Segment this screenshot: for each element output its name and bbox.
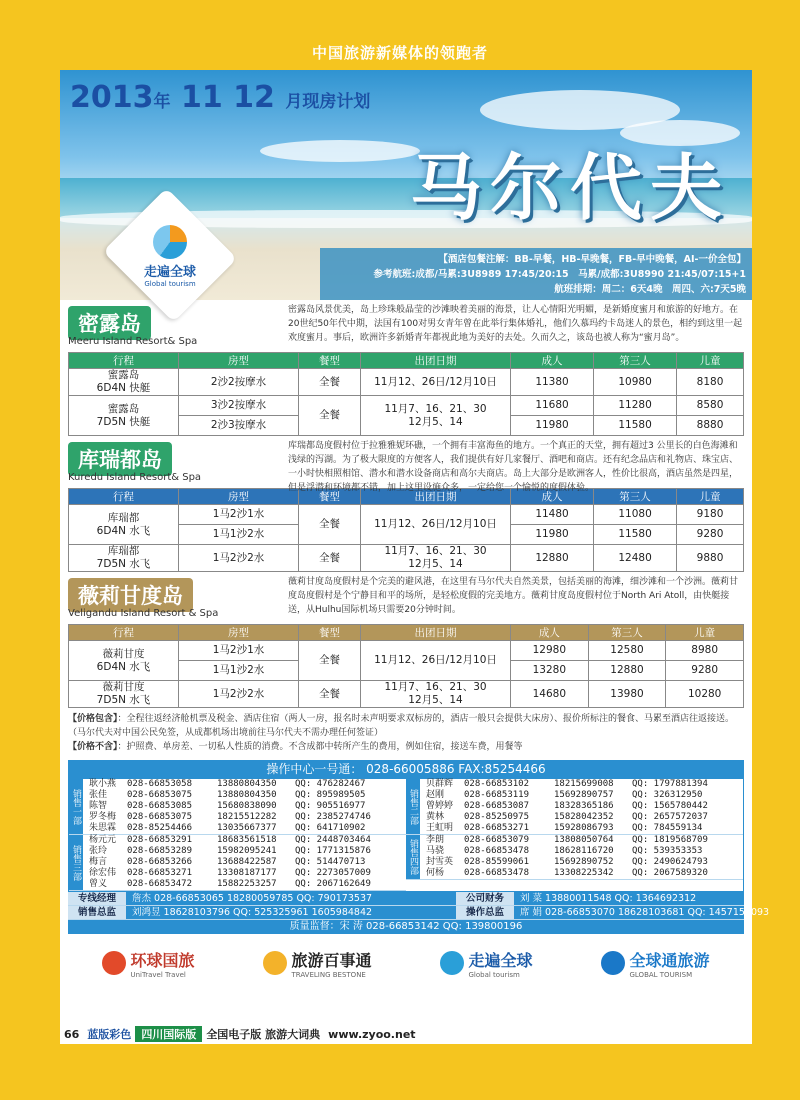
column-header: 儿童 (677, 489, 744, 505)
sales-contacts (68, 778, 744, 892)
contact-mobile: 18215512282 (217, 812, 277, 822)
date-cell: 11月7、16、21、30 12月5、14 (361, 545, 511, 572)
contact-mobile: 15982095241 (217, 846, 277, 856)
contact-group (406, 835, 743, 880)
partner-logos (68, 938, 744, 988)
department-label: 销售二部 (406, 779, 420, 834)
contact-row (83, 801, 406, 812)
contact-qq: QQ: 2273057009 (295, 868, 371, 878)
third-price-cell: 10980 (594, 369, 677, 396)
contact-phone: 028-66853102 (464, 779, 530, 789)
brand-name: 旅游百事通 (291, 950, 372, 970)
section-description: 密露岛风景优美，岛上珍珠般晶莹的沙滩映着美丽的海景，让人心情阳光明媚，是新婚度蜜月和旅游的好地方。在20世纪50年代中期，法国有100对男女青年曾在此举行集体婚礼，他们久慕玛约卡岛迷人的景色，相约到这里一起欢度蜜月。事后，欧洲许多新婚青年都视此地为美好的去处。久而久之，该岛也被人称为“蜜月岛”。 (288, 305, 743, 343)
partner-logo (440, 948, 532, 979)
contact-qq: QQ: 905516977 (295, 801, 366, 811)
section-title: 薇莉甘度岛 (68, 578, 193, 612)
contact-name: 杨元元 (89, 835, 117, 845)
brand-text (130, 948, 194, 979)
brand-name: 全球通旅游 (629, 950, 710, 970)
child-price-cell: 9180 (677, 505, 744, 525)
contact-phone: 028-66853271 (464, 823, 530, 833)
third-price-cell: 11080 (594, 505, 677, 525)
adult-price-cell: 11980 (511, 416, 594, 436)
adult-price-cell: 11680 (511, 396, 594, 416)
contact-phone: 028-66853079 (464, 835, 530, 845)
child-price-cell: 8580 (677, 396, 744, 416)
contact-phone: 028-85254466 (127, 823, 193, 833)
contact-group (69, 779, 406, 835)
third-price-cell: 12880 (588, 661, 666, 681)
third-price-cell: 11580 (594, 525, 677, 545)
column-header: 儿童 (666, 625, 744, 641)
contact-row (83, 846, 406, 857)
contact-mobile: 15928086793 (554, 823, 614, 833)
contact-phone: 028-66853478 (464, 868, 530, 878)
contact-qq: QQ: 326312950 (632, 790, 703, 800)
contact-mobile: 13308225342 (554, 868, 614, 878)
room-cell: 1马1沙2水 (179, 661, 299, 681)
resort-sections (60, 300, 752, 708)
contact-phone: 028-66853119 (464, 790, 530, 800)
trip-cell: 蜜露岛 6D4N 快艇 (69, 369, 179, 396)
third-price-cell: 12580 (588, 641, 666, 661)
edition-tag: 四川国际版 (135, 1026, 202, 1042)
contact-phone: 028-66853075 (127, 790, 193, 800)
contact-row (420, 846, 743, 857)
role-label: 销售总监 (68, 906, 126, 919)
contact-row (83, 835, 406, 846)
contact-qq: QQ: 641710902 (295, 823, 366, 833)
contact-row (83, 823, 406, 834)
website-link[interactable]: www.zyoo.net (328, 1027, 416, 1041)
management-row (68, 892, 744, 906)
price-table (68, 488, 744, 572)
contact-phone: 028-66853472 (127, 879, 193, 889)
column-header: 出团日期 (361, 625, 511, 641)
contact-qq: QQ: 2448703464 (295, 835, 371, 845)
brand-mark-icon (102, 951, 126, 975)
contact-mobile: 15692890752 (554, 857, 614, 867)
contact-mobile: 13308187177 (217, 868, 277, 878)
contact-phone: 028-85599061 (464, 857, 530, 867)
section-subtitle: Kuredu Island Resort& Spa (68, 472, 202, 483)
flight-times: 参考航班:成都/马累:3U8989 17:45/20:15 马累/成都:3U8990 21:45/07:15+1 (373, 269, 746, 280)
child-price-cell: 9280 (666, 661, 744, 681)
dictionary-label: 全国电子版 旅游大词典 (206, 1028, 321, 1041)
contact-name: 贝群辉 (426, 779, 454, 789)
color-label: 蓝版彩色 (87, 1028, 132, 1041)
meal-note: 【酒店包餐注解：BB-早餐，HB-早晚餐，FB-早中晚餐，AI-一价全包】 (438, 254, 746, 265)
contact-qq: QQ: 539353353 (632, 846, 703, 856)
room-cell: 1马2沙2水 (179, 545, 299, 572)
contacts-right (406, 779, 743, 891)
contact-qq: QQ: 1797881394 (632, 779, 708, 789)
brand-mark-icon (601, 951, 625, 975)
department-label: 销售三部 (69, 835, 83, 890)
meal-cell: 全餐 (299, 681, 361, 708)
table-row (69, 641, 744, 661)
contact-name: 梅言 (89, 857, 108, 867)
contact-mobile: 13808050764 (554, 835, 614, 845)
brand-en: Global tourism (468, 970, 520, 979)
partner-logo (102, 948, 194, 979)
child-price-cell: 9880 (677, 545, 744, 572)
table-header-row (69, 353, 744, 369)
contact-mobile: 15882253257 (217, 879, 277, 889)
brand-text (291, 948, 371, 979)
brand-name: 环球国旅 (130, 950, 195, 970)
contact-name: 张佳 (89, 790, 108, 800)
child-price-cell: 8880 (677, 416, 744, 436)
adult-price-cell: 11480 (511, 505, 594, 525)
adult-price-cell: 11980 (511, 525, 594, 545)
partner-logo (601, 948, 709, 979)
contact-name: 徐宏伟 (89, 868, 117, 878)
contact-phone: 028-66853266 (127, 857, 193, 867)
contact-qq: QQ: 895989505 (295, 790, 366, 800)
destination-title: 马尔代夫 (410, 145, 731, 230)
child-price-cell: 10280 (666, 681, 744, 708)
adult-price-cell: 13280 (511, 661, 589, 681)
page-number: 66 (64, 1027, 80, 1041)
contact-name: 曾义 (89, 879, 108, 889)
role-label: 操作总监 (456, 906, 514, 919)
contact-mobile: 13688422587 (217, 857, 277, 867)
page-footer (60, 1024, 752, 1044)
contact-name: 罗冬梅 (89, 812, 117, 822)
contact-row (420, 857, 743, 868)
contact-phone: 028-66853085 (127, 801, 193, 811)
brand-text (629, 948, 709, 979)
child-price-cell: 8180 (677, 369, 744, 396)
cloud-decoration (260, 140, 420, 162)
trip-cell: 薇莉甘度 7D5N 水飞 (69, 681, 179, 708)
contact-rows (83, 835, 406, 890)
flight-info-bar (320, 248, 752, 300)
column-header: 餐型 (299, 489, 361, 505)
contact-mobile: 18628116720 (554, 846, 614, 856)
meal-cell: 全餐 (299, 369, 361, 396)
room-cell: 1马2沙1水 (179, 505, 299, 525)
table-row (69, 396, 744, 416)
role-contact: 詹杰 028-66853065 18280059785 QQ: 790173537 (126, 892, 456, 905)
contact-phone: 028-66853075 (127, 812, 193, 822)
column-header: 成人 (511, 625, 589, 641)
contact-row (420, 823, 743, 834)
contact-mobile: 15828042352 (554, 812, 614, 822)
contact-qq: QQ: 784559134 (632, 823, 703, 833)
ops-hotline: 操作中心一号通： 028-66005886 FAX:85254466 (68, 760, 744, 778)
contact-qq: QQ: 1565780442 (632, 801, 708, 811)
contact-mobile: 15692890757 (554, 790, 614, 800)
column-header: 出团日期 (361, 489, 511, 505)
table-row (69, 681, 744, 708)
contact-qq: QQ: 2385274746 (295, 812, 371, 822)
contact-group (406, 779, 743, 835)
contact-mobile: 18328365186 (554, 801, 614, 811)
section-title: 密露岛 (68, 306, 151, 340)
contact-row (420, 835, 743, 846)
contact-row (420, 812, 743, 823)
contact-row (83, 879, 406, 890)
slogan: 中国旅游新媒体的领跑者 (311, 44, 488, 62)
meal-cell: 全餐 (299, 545, 361, 572)
contact-mobile: 18683561518 (217, 835, 277, 845)
column-header: 餐型 (299, 625, 361, 641)
contact-mobile: 13880804350 (217, 779, 277, 789)
management-row (68, 906, 770, 920)
contact-rows (420, 835, 743, 879)
child-price-cell: 8980 (666, 641, 744, 661)
contact-qq: QQ: 2490624793 (632, 857, 708, 867)
table-header-row (69, 625, 744, 641)
contact-qq: QQ: 514470713 (295, 857, 366, 867)
contact-phone: 028-66853271 (127, 868, 193, 878)
contact-phone: 028-66853289 (127, 846, 193, 856)
contact-phone: 028-66853087 (464, 801, 530, 811)
contact-phone: 028-66853058 (127, 779, 193, 789)
meal-cell: 全餐 (299, 505, 361, 545)
trip-cell: 薇莉甘度 6D4N 水飞 (69, 641, 179, 681)
meal-cell: 全餐 (299, 396, 361, 436)
contact-mobile: 15680838090 (217, 801, 277, 811)
column-header: 行程 (69, 489, 179, 505)
trip-cell: 蜜露岛 7D5N 快艇 (69, 396, 179, 436)
column-header: 房型 (179, 353, 299, 369)
date-cell: 11月12、26日/12月10日 (361, 641, 511, 681)
management-contacts (60, 892, 770, 920)
contact-rows (83, 779, 406, 834)
room-cell: 2沙3按摩水 (179, 416, 299, 436)
partner-logo (263, 948, 371, 979)
room-cell: 2沙2按摩水 (179, 369, 299, 396)
contacts-left (69, 779, 406, 891)
date-cell: 11月7、16、21、30 12月5、14 (361, 681, 511, 708)
plan-title: 2013年 11 12 月现房计划 (70, 80, 371, 115)
contact-name: 封雪英 (426, 857, 454, 867)
contact-name: 曾婷婷 (426, 801, 454, 811)
contact-name: 黄林 (426, 812, 445, 822)
contact-name: 耿小燕 (89, 779, 117, 789)
brochure-page (60, 70, 770, 1032)
column-header: 餐型 (299, 353, 361, 369)
brand-mark-icon (263, 951, 287, 975)
role-label: 专线经理 (68, 892, 126, 905)
section-header (60, 436, 752, 493)
column-header: 行程 (69, 625, 179, 641)
contact-phone: 028-66853291 (127, 835, 193, 845)
contact-mobile: 13880804350 (217, 790, 277, 800)
contact-qq: QQ: 2657572037 (632, 812, 708, 822)
contact-row (420, 779, 743, 790)
column-header: 房型 (179, 625, 299, 641)
column-header: 行程 (69, 353, 179, 369)
section-header (60, 572, 752, 624)
date-cell: 11月12、26日/12月10日 (361, 505, 511, 545)
department-label: 销售一部 (69, 779, 83, 834)
contact-name: 朱思霖 (89, 823, 117, 833)
brand-name: 走遍全球 (468, 950, 533, 970)
contact-name: 何杨 (426, 868, 445, 878)
role-contact: 刘 菜 13880011548 QQ: 1364692312 (514, 892, 744, 905)
meal-cell: 全餐 (299, 641, 361, 681)
contact-row (83, 868, 406, 879)
price-notes: 【价格包含】：全程往返经济舱机票及税金、酒店住宿（两人一房，报名时未声明要求双标房的，酒店一般只会提供大床房）、报价所标注的餐食、马累至酒店往返接送。（马尔代夫对中国公民免签，从成都机场出境前往马尔代夫不需办理任何签证） 【价格不含】：护照费、单房差、一切私人性质的消费。不含成都中转所产生的费用，例如住宿，接送车费，用餐等 (68, 714, 735, 752)
contact-row (83, 812, 406, 823)
department-label: 销售四部 (406, 835, 420, 879)
contact-row (83, 779, 406, 790)
section-header (60, 300, 752, 352)
brand-en: UniTravel Travel (130, 970, 186, 979)
contact-group (69, 835, 406, 891)
section-subtitle: Meeru Island Resort& Spa (68, 336, 198, 347)
table-row (69, 545, 744, 572)
hero-banner (60, 70, 752, 300)
brand-en: GLOBAL TOURISM (629, 970, 693, 979)
third-price-cell: 11580 (594, 416, 677, 436)
contact-phone: 028-66853478 (464, 846, 530, 856)
room-cell: 1马1沙2水 (179, 525, 299, 545)
brand-logo: 走遍全球 Global tourism (125, 225, 215, 288)
column-header: 第三人 (588, 625, 666, 641)
contact-name: 赵刚 (426, 790, 445, 800)
room-cell: 3沙2按摩水 (179, 396, 299, 416)
column-header: 成人 (511, 489, 594, 505)
third-price-cell: 11280 (594, 396, 677, 416)
adult-price-cell: 12880 (511, 545, 594, 572)
contact-mobile: 18215699008 (554, 779, 614, 789)
role-contact: 刘鸿昱 18628103796 QQ: 525325961 1605984842 (126, 906, 456, 919)
quality-supervisor: 质量监督：宋 涛 028-66853142 QQ: 139800196 (68, 920, 744, 934)
column-header: 第三人 (594, 489, 677, 505)
price-table (68, 624, 744, 708)
role-contact: 席 娟 028-66853070 18628103681 QQ: 1457152093 (514, 906, 744, 919)
third-price-cell: 13980 (588, 681, 666, 708)
column-header: 成人 (511, 353, 594, 369)
contact-qq: QQ: 2067589320 (632, 868, 708, 878)
flight-schedule: 航班排期：周二：6天4晚 周四、六:7天5晚 (554, 284, 746, 295)
room-cell: 1马2沙1水 (179, 641, 299, 661)
table-row (69, 369, 744, 396)
column-header: 第三人 (594, 353, 677, 369)
contact-phone: 028-85250975 (464, 812, 530, 822)
third-price-cell: 12480 (594, 545, 677, 572)
room-cell: 1马2沙2水 (179, 681, 299, 708)
adult-price-cell: 14680 (511, 681, 589, 708)
contact-name: 张玲 (89, 846, 108, 856)
swirl-logo-icon (153, 225, 187, 259)
contact-name: 陈智 (89, 801, 108, 811)
contact-name: 马骁 (426, 846, 445, 856)
contact-row (83, 857, 406, 868)
contact-row (420, 801, 743, 812)
adult-price-cell: 12980 (511, 641, 589, 661)
contact-qq: QQ: 2067162649 (295, 879, 371, 889)
section-subtitle: Veligandu Island Resort & Spa (68, 608, 219, 619)
date-cell: 11月7、16、21、30 12月5、14 (361, 396, 511, 436)
brand-text (468, 948, 532, 979)
role-label: 公司财务 (456, 892, 514, 905)
contact-row (420, 790, 743, 801)
trip-cell: 库瑞都 6D4N 水飞 (69, 505, 179, 545)
contact-row (420, 868, 743, 879)
column-header: 房型 (179, 489, 299, 505)
date-cell: 11月12、26日/12月10日 (361, 369, 511, 396)
contact-rows (420, 779, 743, 834)
trip-cell: 库瑞都 7D5N 水飞 (69, 545, 179, 572)
contact-qq: QQ: 1771315876 (295, 846, 371, 856)
contact-row (83, 790, 406, 801)
table-row (69, 505, 744, 525)
contact-qq: QQ: 1819568709 (632, 835, 708, 845)
section-description: 库瑞都岛度假村位于拉雅雅妮环礁，一个拥有丰富海鱼的地方。一个真正的天堂，拥有超过3 公里长的白色海滩和浅绿的泻湖。为了极大限度的方便客人，我们提供有好几家餐厅、酒吧和商店。还有纪念品店和礼物店、珠宝店、一小时快相照相馆、潜水和潜水设备商店和高尔夫商店。岛上大部分是欧洲客人，性价比很高，酒店虽然是四星，但是浮潜和环境都不错，加上这里设施众多，一定给您一个愉悦的度假体验。 (288, 441, 739, 493)
child-price-cell: 9280 (677, 525, 744, 545)
contact-qq: QQ: 476282467 (295, 779, 366, 789)
brand-en: TRAVELING BESTONE (291, 970, 366, 979)
section-title: 库瑞都岛 (68, 442, 172, 476)
contact-name: 李朗 (426, 835, 445, 845)
contact-name: 王虹明 (426, 823, 454, 833)
brand-mark-icon (440, 951, 464, 975)
price-table (68, 352, 744, 436)
column-header: 儿童 (677, 353, 744, 369)
column-header: 出团日期 (361, 353, 511, 369)
section-description: 薇莉甘度岛度假村是个完美的避风港，在这里有马尔代夫自然美景，包括美丽的海滩，细沙滩和一个沙洲。薇莉甘度岛度假村是个宁静目和平的场所，是轻松度假的完美地方。薇莉甘度岛度假村位于North Ari Atoll，由快艇接送，从Hulhu国际机场只需要20分钟时间。 (288, 577, 739, 615)
contact-mobile: 13035667377 (217, 823, 277, 833)
adult-price-cell: 11380 (511, 369, 594, 396)
